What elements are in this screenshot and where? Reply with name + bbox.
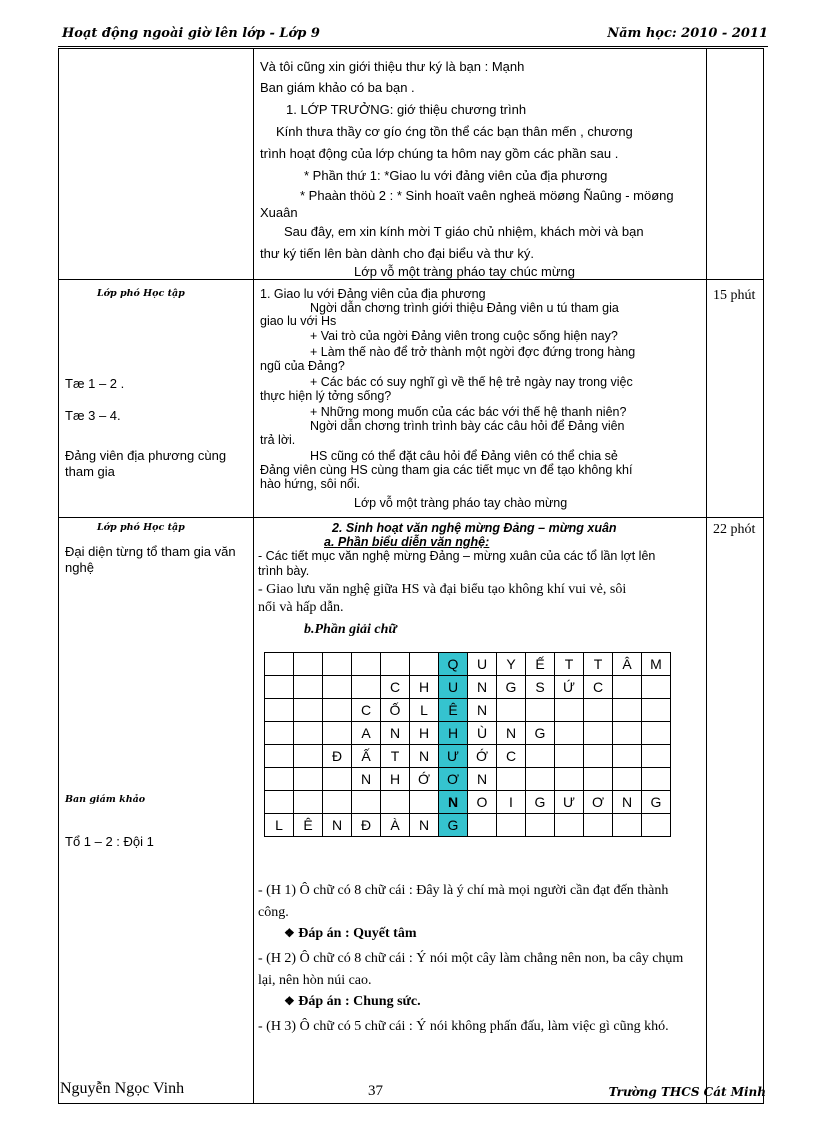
crossword-cell: Ớ	[410, 768, 439, 791]
crossword-row	[265, 653, 671, 676]
role-item: Tæ 1 – 2 .	[65, 376, 125, 391]
crossword-cell	[642, 722, 671, 745]
crossword-cell	[265, 745, 294, 768]
crossword-cell	[526, 699, 555, 722]
crossword-cell	[294, 745, 323, 768]
a-line: - Các tiết mục văn nghệ mừng Đảng – mừng xuân của các tổ lần lợt lên	[258, 549, 656, 563]
r1-line: Ban giám khảo có ba bạn .	[260, 80, 415, 95]
crossword-cell	[381, 791, 410, 814]
crossword-cell	[323, 768, 352, 791]
r2-line: HS cũng có thể đặt câu hỏi để Đảng viên có thể chia sẻ	[310, 449, 618, 463]
r1-line: * Phần thứ 1: *Giao lu với đảng viên của địa phương	[304, 168, 608, 183]
crossword-cell: N	[468, 768, 497, 791]
crossword-cell	[642, 768, 671, 791]
crossword-cell: L	[265, 814, 294, 837]
crossword-cell: H	[410, 722, 439, 745]
crossword-cell: N	[439, 791, 468, 814]
crossword-cell	[584, 699, 613, 722]
subsection-b: b.Phần giải chữ	[304, 622, 397, 637]
row2-col1	[59, 280, 254, 518]
crossword-cell	[613, 768, 642, 791]
crossword-cell: N	[468, 699, 497, 722]
r2-line: + Những mong muốn của các bác với thế hệ thanh niên?	[310, 405, 627, 419]
crossword-cell	[381, 653, 410, 676]
crossword-cell: Â	[613, 653, 642, 676]
crossword-cell	[410, 653, 439, 676]
crossword-cell	[323, 699, 352, 722]
r1-line: trình hoạt động của lớp chúng ta hôm nay gồm các phần sau .	[260, 146, 619, 161]
row1-col2	[254, 49, 707, 280]
crossword-cell: Đ	[352, 814, 381, 837]
diamond-bullet-icon: ❖	[284, 926, 295, 940]
crossword-cell: À	[381, 814, 410, 837]
crossword-cell: N	[381, 722, 410, 745]
crossword-cell: H	[410, 676, 439, 699]
a-line: nổi và hấp dẫn.	[258, 600, 344, 615]
crossword-cell: T	[584, 653, 613, 676]
crossword-cell: Ê	[294, 814, 323, 837]
crossword-cell	[555, 722, 584, 745]
answer-2-text: Đáp án : Chung sức.	[298, 994, 421, 1009]
a-line: trình bày.	[258, 564, 310, 578]
question-2: - (H 2) Ô chữ có 8 chữ cái : Ý nói một cây làm chẳng nên non, ba cây chụm lại, nên hòn núi cao.	[258, 951, 684, 988]
r1-line: thư ký tiến lên bàn dành cho đại biểu và thư ký.	[260, 246, 534, 261]
crossword-cell	[555, 768, 584, 791]
r1-line: Kính thưa thầy cơ gío ćng tồn thể các bạn thân mến , chương	[276, 124, 633, 139]
row2-col2	[254, 280, 707, 518]
crossword-cell: Ứ	[555, 676, 584, 699]
crossword-cell	[555, 814, 584, 837]
r1-line: Lớp vỗ một tràng pháo tay chúc mừng	[354, 264, 576, 279]
crossword-cell: N	[323, 814, 352, 837]
crossword-cell	[526, 768, 555, 791]
crossword-cell: L	[410, 699, 439, 722]
author-name: Nguyễn Ngọc Vinh	[60, 1080, 185, 1097]
row3-col2	[254, 518, 707, 1104]
crossword-cell: U	[468, 653, 497, 676]
crossword-cell	[642, 814, 671, 837]
crossword-cell	[294, 791, 323, 814]
crossword-cell	[294, 676, 323, 699]
answer-1-text: Đáp án : Quyết tâm	[298, 926, 417, 941]
role-item: Đại diện từng tổ tham gia văn nghệ	[65, 544, 236, 575]
crossword-cell: T	[381, 745, 410, 768]
crossword-cell	[584, 768, 613, 791]
row1-col3	[707, 49, 764, 280]
crossword-cell	[613, 814, 642, 837]
crossword-cell	[352, 653, 381, 676]
r1-line: * Phaàn thöù 2 : * Sinh hoaït vaên ngheä möøng Ñaûng - möøng	[300, 188, 674, 203]
crossword-cell	[497, 768, 526, 791]
crossword-cell	[613, 745, 642, 768]
crossword-cell: N	[410, 814, 439, 837]
crossword-cell	[265, 722, 294, 745]
crossword-cell	[294, 722, 323, 745]
crossword-cell: N	[497, 722, 526, 745]
crossword-row	[265, 699, 671, 722]
r2-line: ngũ của Đảng?	[260, 359, 345, 373]
crossword-cell: Ư	[555, 791, 584, 814]
crossword-cell	[584, 745, 613, 768]
crossword-cell	[584, 722, 613, 745]
role-title: Lớp phó Học tập	[97, 288, 185, 299]
answer-1	[284, 926, 417, 942]
crossword-cell: C	[352, 699, 381, 722]
lesson-table	[58, 48, 764, 1104]
crossword-cell: Ư	[439, 745, 468, 768]
crossword-cell	[497, 699, 526, 722]
crossword-cell: N	[468, 676, 497, 699]
r2-line: Ngời dẫn chơng trình giới thiệu Đảng viên u tú tham gia	[310, 301, 619, 315]
r2-line: hào hứng, sôi nổi.	[260, 477, 361, 491]
crossword-cell: Q	[439, 653, 468, 676]
crossword-cell	[265, 699, 294, 722]
crossword-cell	[642, 699, 671, 722]
r2-line: + Vai trò của ngời Đảng viên trong cuộc sống hiện nay?	[310, 329, 618, 343]
crossword-cell	[294, 653, 323, 676]
section-heading: 2. Sinh hoạt văn nghệ mừng Đảng – mừng xuân	[332, 521, 617, 535]
question-1: - (H 1) Ô chữ có 8 chữ cái : Đây là ý chí mà mọi người cần đạt đến thành công.	[258, 883, 669, 920]
crossword-cell	[584, 814, 613, 837]
r1-line: Xuaân	[260, 205, 298, 220]
row1-col1	[59, 49, 254, 280]
crossword-cell	[526, 814, 555, 837]
crossword-cell	[323, 791, 352, 814]
crossword-cell: I	[497, 791, 526, 814]
crossword-cell	[323, 653, 352, 676]
crossword-cell	[265, 653, 294, 676]
crossword-cell: S	[526, 676, 555, 699]
crossword-row	[265, 768, 671, 791]
crossword-row	[265, 814, 671, 837]
crossword-cell: Ơ	[439, 768, 468, 791]
crossword-cell	[497, 814, 526, 837]
r1-line: Sau đây, em xin kính mời T giáo chủ nhiệm, khách mời và bạn	[284, 224, 644, 239]
crossword-cell	[294, 768, 323, 791]
r2-line: Ngời dẫn chơng trình trình bày các câu hỏi để Đảng viên	[310, 419, 625, 433]
a-line: - Giao lưu văn nghệ giữa HS và đại biểu tạo không khí vui vẻ, sôi	[258, 582, 627, 597]
crossword-cell: C	[497, 745, 526, 768]
time-label: 22 phót	[713, 522, 756, 537]
r2-line: Lớp vỗ một tràng pháo tay chào mừng	[354, 496, 568, 510]
crossword-cell: Ê	[439, 699, 468, 722]
crossword-cell: C	[584, 676, 613, 699]
r2-line: 1. Giao lu với Đảng viên của địa phương	[260, 287, 486, 301]
crossword-row	[265, 722, 671, 745]
crossword-cell: Đ	[323, 745, 352, 768]
crossword-cell: H	[439, 722, 468, 745]
crossword-grid	[264, 652, 671, 837]
r2-line: thực hiện lý tởng sống?	[260, 389, 392, 403]
crossword-cell: O	[468, 791, 497, 814]
crossword-row	[265, 676, 671, 699]
r2-line: Đảng viên cùng HS cùng tham gia các tiết mục vn để tạo không khí	[260, 463, 633, 477]
school-name: Trường THCS Cát Minh	[608, 1085, 766, 1099]
crossword-cell: U	[439, 676, 468, 699]
role-item: Đảng viên địa phương cùng tham gia	[65, 448, 227, 479]
page-number: 37	[368, 1083, 383, 1099]
header-rule	[58, 46, 768, 47]
crossword-cell	[555, 745, 584, 768]
subsection-a: a. Phần biểu diễn văn nghệ:	[324, 535, 490, 549]
crossword-cell	[555, 699, 584, 722]
crossword-cell: Ấ	[352, 745, 381, 768]
team-label: Tổ 1 – 2 : Đội 1	[65, 834, 154, 849]
crossword-cell	[265, 768, 294, 791]
crossword-cell	[323, 722, 352, 745]
role-title: Lớp phó Học tập	[97, 522, 185, 533]
crossword-row	[265, 791, 671, 814]
header-left: Hoạt động ngoài giờ lên lớp - Lớp 9	[62, 26, 320, 41]
r2-line: giao lu với Hs	[260, 314, 337, 328]
r2-line: + Làm thế nào để trở thành một ngời đợc đứng trong hàng	[310, 345, 636, 359]
crossword-cell: N	[352, 768, 381, 791]
crossword-cell	[642, 745, 671, 768]
crossword-cell	[323, 676, 352, 699]
crossword-cell: N	[613, 791, 642, 814]
crossword-cell: H	[381, 768, 410, 791]
crossword-cell: Y	[497, 653, 526, 676]
crossword-cell	[613, 722, 642, 745]
role-item: Tæ 3 – 4.	[65, 408, 121, 423]
crossword-cell: A	[352, 722, 381, 745]
crossword-cell: M	[642, 653, 671, 676]
crossword-cell	[613, 699, 642, 722]
row3-col3	[707, 518, 764, 1104]
crossword-cell: G	[526, 722, 555, 745]
crossword-cell: Ơ	[584, 791, 613, 814]
crossword-cell	[265, 791, 294, 814]
crossword-cell	[468, 814, 497, 837]
crossword-cell: T	[555, 653, 584, 676]
crossword-cell: Ế	[526, 653, 555, 676]
crossword-cell: G	[439, 814, 468, 837]
crossword-cell: N	[410, 745, 439, 768]
crossword-cell	[526, 745, 555, 768]
row3-col1	[59, 518, 254, 1104]
crossword-cell: Ớ	[468, 745, 497, 768]
crossword-row	[265, 745, 671, 768]
r2-line: trả lời.	[260, 433, 296, 447]
crossword-cell	[265, 676, 294, 699]
answer-2	[284, 994, 421, 1010]
judges-title: Ban giám khảo	[65, 794, 146, 805]
crossword-cell	[352, 791, 381, 814]
r1-line: 1. LỚP TRƯỞNG: giớ thiệu chương trình	[286, 102, 527, 117]
crossword-cell	[613, 676, 642, 699]
question-3: - (H 3) Ô chữ có 5 chữ cái : Ý nói không phấn đấu, làm việc gì cũng khó.	[258, 1019, 669, 1034]
time-label: 15 phút	[713, 288, 756, 303]
row2-col3	[707, 280, 764, 518]
crossword-cell	[352, 676, 381, 699]
crossword-cell: G	[642, 791, 671, 814]
crossword-cell	[294, 699, 323, 722]
diamond-bullet-icon: ❖	[284, 994, 295, 1008]
crossword-cell: G	[497, 676, 526, 699]
r2-line: + Các bác có suy nghĩ gì về thế hệ trẻ ngày nay trong việc	[310, 375, 633, 389]
crossword-cell	[642, 676, 671, 699]
crossword-cell: Ố	[381, 699, 410, 722]
crossword-cell: G	[526, 791, 555, 814]
crossword-cell: Ù	[468, 722, 497, 745]
crossword-cell: C	[381, 676, 410, 699]
crossword-cell	[410, 791, 439, 814]
r1-line: Và tôi cũng xin giới thiệu thư ký là bạn : Mạnh	[260, 59, 525, 74]
header-right: Năm học: 2010 - 2011	[607, 26, 768, 41]
